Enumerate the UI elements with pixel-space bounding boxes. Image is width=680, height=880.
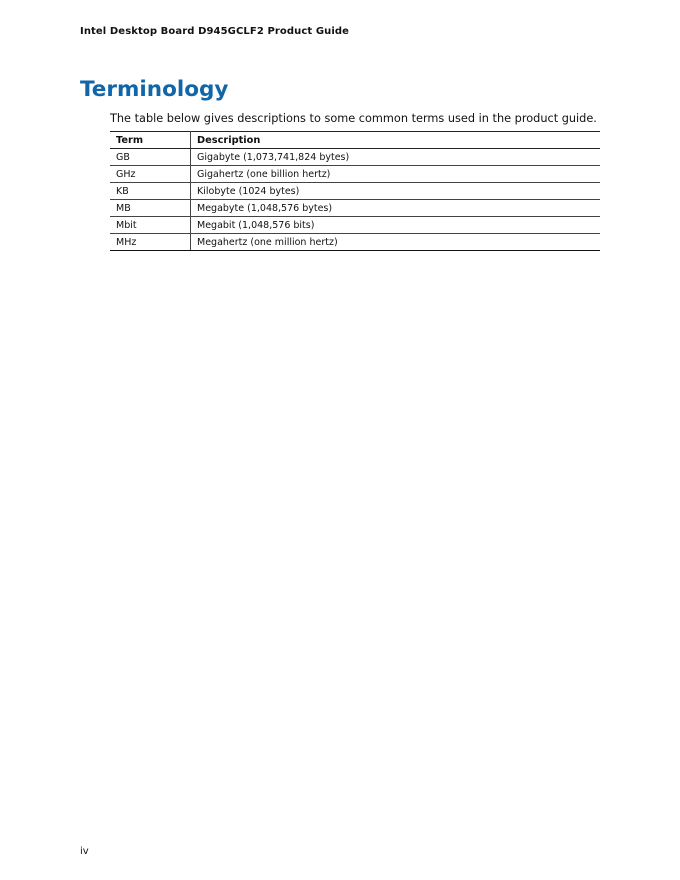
- term-cell: GHz: [110, 166, 191, 183]
- table-row: [110, 183, 600, 200]
- term-cell: Mbit: [110, 217, 191, 234]
- intro-paragraph: The table below gives descriptions to some common terms used in the product guide.: [110, 112, 597, 125]
- section-title: Terminology: [80, 77, 229, 102]
- column-header-term: Term: [110, 132, 191, 149]
- term-cell: GB: [110, 149, 191, 166]
- table-row: [110, 166, 600, 183]
- description-cell: Megahertz (one million hertz): [191, 234, 601, 251]
- table-row: [110, 234, 600, 251]
- term-cell: MHz: [110, 234, 191, 251]
- description-cell: Megabyte (1,048,576 bytes): [191, 200, 601, 217]
- description-cell: Gigabyte (1,073,741,824 bytes): [191, 149, 601, 166]
- term-cell: KB: [110, 183, 191, 200]
- description-cell: Megabit (1,048,576 bits): [191, 217, 601, 234]
- table-row: [110, 200, 600, 217]
- column-header-description: Description: [191, 132, 601, 149]
- page-number: iv: [80, 846, 89, 857]
- description-cell: Gigahertz (one billion hertz): [191, 166, 601, 183]
- description-cell: Kilobyte (1024 bytes): [191, 183, 601, 200]
- terminology-table: [110, 131, 600, 251]
- table-row: [110, 149, 600, 166]
- table-header-row: [110, 132, 600, 149]
- running-header: Intel Desktop Board D945GCLF2 Product Guide: [80, 26, 350, 37]
- term-cell: MB: [110, 200, 191, 217]
- table-row: [110, 217, 600, 234]
